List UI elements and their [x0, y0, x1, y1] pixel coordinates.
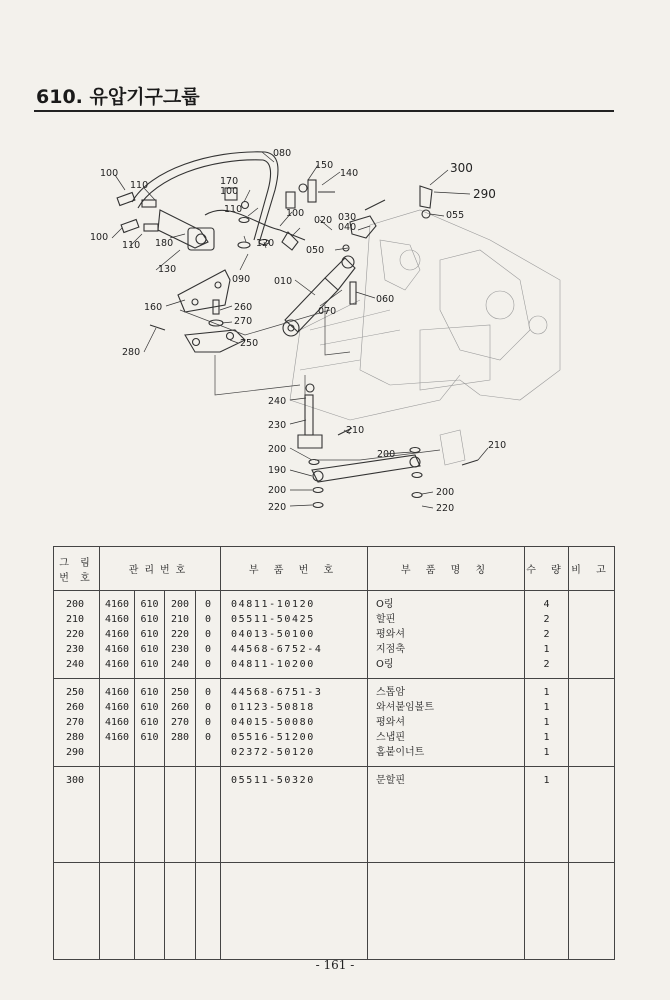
callout-280: 280 [122, 347, 141, 358]
lower-link-190 [309, 448, 422, 508]
control-model: 4160 [104, 629, 130, 640]
callout-070: 070 [318, 306, 337, 317]
control-model: 4160 [104, 687, 130, 698]
fig-no-cell [54, 767, 100, 863]
qty: 4 [543, 599, 550, 610]
control-model [100, 745, 134, 760]
fig-no-cell [54, 591, 100, 679]
callout-020: 020 [314, 215, 333, 226]
control-rev: 0 [204, 614, 212, 625]
callout-100: 100 [100, 168, 119, 179]
control-rev-cell [196, 679, 221, 767]
callout-200: 200 [268, 444, 287, 455]
part-no: 05516-51200 [231, 732, 315, 743]
callout-220-b: 220 [436, 503, 455, 514]
control-item: 240 [170, 659, 190, 670]
control-group: 610 [140, 717, 159, 728]
control-rev: 0 [204, 629, 212, 640]
tractor-body-outline [290, 210, 560, 465]
callout-290: 290 [473, 187, 496, 201]
control-group [135, 745, 164, 760]
qty: 1 [543, 747, 550, 758]
control-model-cell [100, 767, 135, 863]
part-name-cell [368, 591, 525, 679]
callout-210-b: 210 [488, 440, 507, 451]
control-model [100, 773, 134, 788]
callout-150: 150 [315, 160, 334, 171]
callout-140: 140 [340, 168, 359, 179]
fig-no: 260 [66, 702, 85, 713]
callout-060: 060 [376, 294, 395, 305]
fig-no: 270 [66, 717, 85, 728]
control-rev [196, 773, 220, 788]
qty: 2 [543, 629, 550, 640]
control-group: 610 [140, 702, 159, 713]
page-number: - 161 - [315, 958, 355, 972]
qty: 1 [543, 702, 550, 713]
part-no: 04811-10120 [231, 599, 315, 610]
control-item: 230 [170, 644, 190, 655]
header-remarks: 비 고 [569, 547, 615, 591]
control-rev-cell [196, 863, 221, 960]
fig-no: 240 [66, 659, 85, 670]
part-no: 04811-10200 [231, 659, 315, 670]
remarks-cell [569, 767, 615, 863]
control-item [165, 745, 195, 760]
control-model: 4160 [104, 599, 130, 610]
callout-040: 040 [338, 222, 357, 233]
qty: 1 [543, 644, 550, 655]
part-name: 스냅핀 [376, 732, 405, 743]
remarks-cell [569, 863, 615, 960]
callout-110-c: 110 [122, 240, 141, 251]
part-no-cell [221, 863, 368, 960]
control-item: 270 [170, 717, 190, 728]
header-qty: 수 량 [525, 547, 569, 591]
table-row-group [54, 863, 615, 960]
control-model: 4160 [104, 659, 130, 670]
qty-cell [525, 591, 569, 679]
qty: 1 [543, 717, 550, 728]
part-name: 문할핀 [376, 775, 405, 786]
control-group [135, 773, 164, 788]
control-item [165, 773, 195, 788]
control-model: 4160 [104, 644, 130, 655]
part-no: 44568-6752-4 [231, 644, 323, 655]
qty: 2 [543, 659, 550, 670]
hydraulic-cylinder-010 [283, 256, 355, 336]
control-model: 4160 [104, 614, 130, 625]
control-rev: 0 [204, 599, 212, 610]
control-group-cell [135, 591, 165, 679]
header-control-no: 관리번호 [100, 547, 221, 591]
qty: 1 [543, 687, 550, 698]
callout-170: 170 [220, 176, 239, 187]
control-model-cell [100, 679, 135, 767]
fig-no: 200 [66, 599, 85, 610]
control-item-cell [165, 767, 196, 863]
part-no: 02372-50120 [231, 747, 315, 758]
part-no: 01123-50818 [231, 702, 315, 713]
title-underline [34, 110, 614, 112]
callout-190: 190 [268, 465, 287, 476]
control-group-cell [135, 679, 165, 767]
table-header-row [54, 547, 615, 591]
parts-table [53, 546, 615, 960]
control-item: 250 [170, 687, 190, 698]
callout-030: 030 [338, 212, 357, 223]
callout-240: 240 [268, 396, 287, 407]
part-name: 와셔붙임볼트 [376, 702, 434, 713]
part-name-cell [368, 767, 525, 863]
remarks-cell [569, 591, 615, 679]
control-model-cell [100, 591, 135, 679]
part-no: 04015-50080 [231, 717, 315, 728]
control-rev: 0 [204, 644, 212, 655]
qty: 1 [543, 732, 550, 743]
control-group: 610 [140, 644, 159, 655]
control-rev: 0 [204, 717, 212, 728]
part-name: 할핀 [376, 614, 396, 625]
qty-cell [525, 679, 569, 767]
control-item: 200 [170, 599, 190, 610]
control-rev: 0 [204, 702, 212, 713]
callout-080: 080 [273, 148, 292, 159]
part-name: O링 [376, 599, 394, 610]
remarks-cell [569, 679, 615, 767]
control-model-cell [100, 863, 135, 960]
part-name-cell [368, 863, 525, 960]
callout-230: 230 [268, 420, 287, 431]
header-part-no: 부 품 번 호 [221, 547, 368, 591]
control-rev [196, 745, 220, 760]
bracket-160 [178, 270, 230, 312]
control-rev: 0 [204, 687, 212, 698]
control-item-cell [165, 863, 196, 960]
control-rev-cell [196, 767, 221, 863]
fig-no: 220 [66, 629, 85, 640]
control-model: 4160 [104, 717, 130, 728]
table-row-group [54, 679, 615, 767]
page-title: 610. 유압기구그룹 [36, 86, 200, 108]
fig-no: 230 [66, 644, 85, 655]
assembly-guide-lines [180, 305, 440, 460]
callout-180: 180 [155, 238, 174, 249]
table-row-group [54, 767, 615, 863]
control-rev-cell [196, 591, 221, 679]
qty: 2 [543, 614, 550, 625]
part-name: 평와셔 [376, 717, 405, 728]
control-rev: 0 [204, 659, 212, 670]
fig-no: 280 [66, 732, 85, 743]
part-no: 44568-6751-3 [231, 687, 323, 698]
callout-250: 250 [240, 338, 259, 349]
table-row-group [54, 591, 615, 679]
part-no: 05511-50425 [231, 614, 315, 625]
qty-cell [525, 863, 569, 960]
header-fig-no: 그 림 번 호 [54, 547, 100, 591]
part-no-cell [221, 591, 368, 679]
control-item: 260 [170, 702, 190, 713]
callout-200-c: 200 [268, 485, 287, 496]
part-name: 홈붙이너트 [376, 747, 425, 758]
fig-no: 290 [66, 747, 85, 758]
callout-200-d: 200 [436, 487, 455, 498]
control-model: 4160 [104, 732, 130, 743]
control-group: 610 [140, 732, 159, 743]
pivot-shaft-230 [298, 384, 322, 448]
part-name: 스톱암 [376, 687, 405, 698]
control-group: 610 [140, 614, 159, 625]
snap-pin-280 [150, 325, 165, 330]
control-group: 610 [140, 687, 159, 698]
part-no: 05511-50320 [231, 775, 315, 786]
control-group: 610 [140, 659, 159, 670]
control-item: 210 [170, 614, 190, 625]
part-name-cell [368, 679, 525, 767]
callout-260: 260 [234, 302, 253, 313]
fig-no-cell [54, 863, 100, 960]
stop-arm-250 [185, 330, 245, 352]
callout-270: 270 [234, 316, 253, 327]
part-name: 평와셔 [376, 629, 405, 640]
callout-100-b: 100 [220, 186, 239, 197]
callout-090: 090 [232, 274, 251, 285]
header-part-name: 부 품 명 칭 [368, 547, 525, 591]
fig-no: 250 [66, 687, 85, 698]
callout-055: 055 [446, 210, 465, 221]
control-model: 4160 [104, 702, 130, 713]
control-group: 610 [140, 599, 159, 610]
callout-200-b: 200 [377, 449, 396, 460]
callout-160: 160 [144, 302, 163, 313]
cotter-pin-210b [462, 460, 478, 465]
callout-220: 220 [268, 502, 287, 513]
qty-cell [525, 767, 569, 863]
control-group: 610 [140, 629, 159, 640]
callout-130: 130 [158, 264, 177, 275]
callout-100-d: 100 [90, 232, 109, 243]
fig-no: 210 [66, 614, 85, 625]
part-name: 지점축 [376, 644, 405, 655]
callout-120: 120 [256, 238, 275, 249]
callout-210: 210 [346, 425, 365, 436]
part-no-cell [221, 767, 368, 863]
control-item: 220 [170, 629, 190, 640]
control-group-cell [135, 767, 165, 863]
callout-100-c: 100 [286, 208, 305, 219]
control-item: 280 [170, 732, 190, 743]
callout-110-b: 110 [224, 204, 243, 215]
part-name: O링 [376, 659, 394, 670]
control-item-cell [165, 591, 196, 679]
part-no: 04013-50100 [231, 629, 315, 640]
callout-110: 110 [130, 180, 149, 191]
control-rev: 0 [204, 732, 212, 743]
fig-no: 300 [66, 775, 85, 786]
fig-no-cell [54, 679, 100, 767]
callout-010: 010 [274, 276, 293, 287]
pin-060 [350, 282, 356, 304]
part-no-cell [221, 679, 368, 767]
callout-050: 050 [306, 245, 325, 256]
callout-300: 300 [450, 161, 473, 175]
control-group-cell [135, 863, 165, 960]
control-item-cell [165, 679, 196, 767]
exploded-parts-diagram [60, 130, 620, 530]
qty: 1 [543, 775, 550, 786]
